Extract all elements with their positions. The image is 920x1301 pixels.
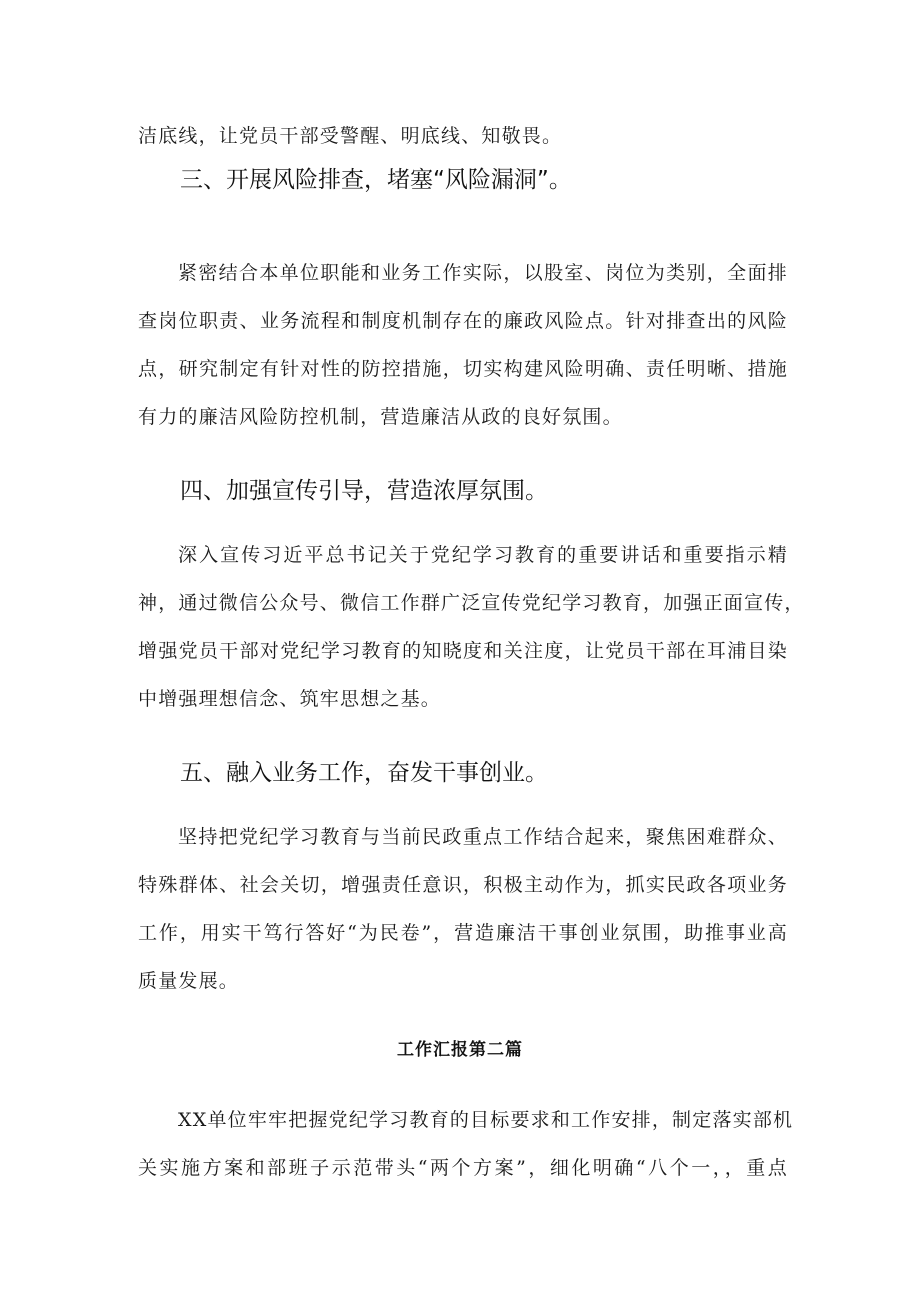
paragraph-line: XX单位牢牢把握党纪学习教育的目标要求和工作安排，制定落实部机	[178, 1109, 794, 1131]
section-heading-4: 四、加强宣传引导，营造浓厚氛围。	[180, 478, 548, 504]
paragraph-line: 质量发展。	[138, 970, 240, 992]
paragraph-line: 深入宣传习近平总书记关于党纪学习教育的重要讲话和重要指示精	[178, 544, 788, 566]
paragraph-line: 坚持把党纪学习教育与当前民政重点工作结合起来，聚焦困难群众、	[178, 826, 788, 848]
document-subtitle: 工作汇报第二篇	[397, 1040, 523, 1060]
paragraph-line: 紧密结合本单位职能和业务工作实际，以股室、岗位为类别，全面排	[178, 262, 788, 284]
paragraph-line: 有力的廉洁风险防控机制，营造廉洁从政的良好氛围。	[138, 406, 623, 428]
section-heading-5: 五、融入业务工作，奋发干事创业。	[180, 760, 548, 786]
paragraph-line: 查岗位职责、业务流程和制度机制存在的廉政风险点。针对排查出的风险	[138, 310, 788, 332]
paragraph-line: 关实施方案和部班子示范带头“两个方案”，细化明确“八个一，，重点	[138, 1157, 788, 1179]
paragraph-line: 工作，用实干笃行答好“为民卷”，营造廉洁干事创业氛围，助推事业高	[138, 922, 788, 944]
section-heading-3: 三、开展风险排查，堵塞“风险漏洞”。	[180, 167, 572, 193]
paragraph-line: 增强党员干部对党纪学习教育的知晓度和关注度，让党员干部在耳浦目染	[138, 640, 788, 662]
paragraph-line: 中增强理想信念、筑牢思想之基。	[138, 688, 442, 710]
paragraph-line: 洁底线，让党员干部受警醒、明底线、知敬畏。	[138, 125, 563, 147]
paragraph-line: 特殊群体、社会关切，增强责任意识，积极主动作为，抓实民政各项业务	[138, 874, 788, 896]
paragraph-line: 点，研究制定有针对性的防控措施，切实构建风险明确、责任明晰、措施	[138, 358, 788, 380]
paragraph-line: 神，通过微信公众号、微信工作群广泛宣传党纪学习教育，加强正面宣传，	[138, 592, 805, 614]
